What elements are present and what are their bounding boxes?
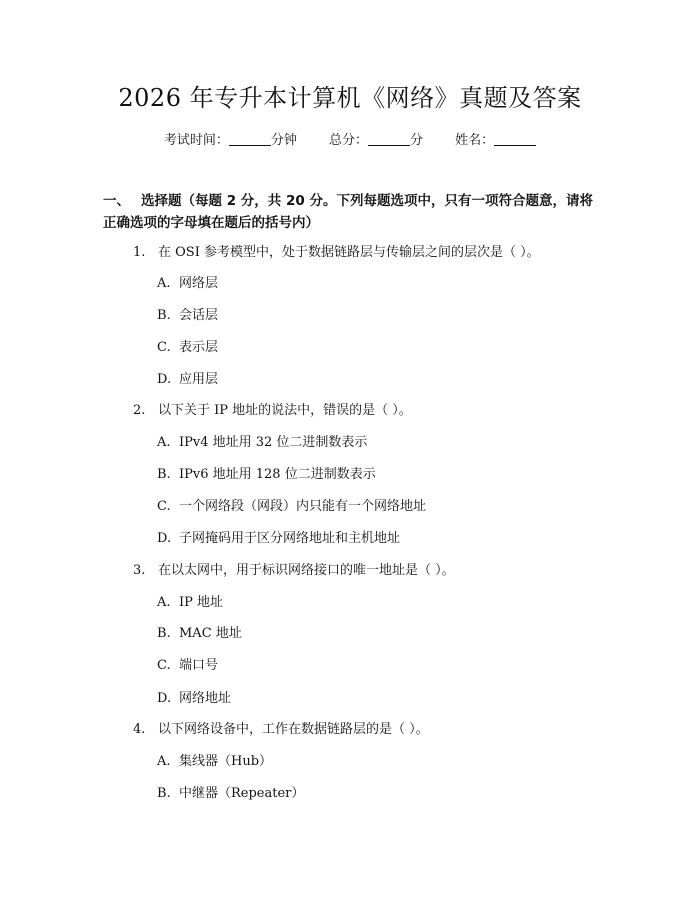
option-text: IPv4 地址用 32 位二进制数表示	[179, 435, 368, 450]
question-1	[133, 243, 540, 263]
option-text: 中继器（Repeater）	[179, 786, 305, 801]
question-number: 1.	[133, 245, 146, 260]
question-2-option-b	[157, 465, 376, 485]
exam-time-blank	[229, 131, 271, 146]
option-letter: C.	[157, 340, 171, 355]
question-2	[133, 401, 412, 421]
option-text: 一个网络段（网段）内只能有一个网络地址	[179, 499, 427, 514]
option-text: 端口号	[179, 658, 219, 673]
option-letter: D.	[157, 691, 172, 706]
question-3-option-a	[157, 593, 223, 613]
total-score-label: 总分：	[328, 133, 368, 148]
option-text: IP 地址	[179, 595, 224, 610]
question-number: 4.	[133, 722, 146, 737]
option-letter: D.	[157, 372, 172, 387]
exam-time-unit: 分钟	[270, 133, 297, 148]
option-text: 应用层	[179, 372, 219, 387]
question-1-option-c	[157, 338, 218, 358]
option-text: 网络地址	[179, 691, 232, 706]
option-text: 集线器（Hub）	[179, 754, 273, 769]
question-text: 在 OSI 参考模型中，处于数据链路层与传输层之间的层次是（ ）。	[158, 245, 540, 260]
question-text: 以下关于 IP 地址的说法中，错误的是（ ）。	[158, 403, 412, 418]
exam-time-field	[164, 131, 297, 151]
exam-meta	[0, 131, 700, 151]
option-text: 网络层	[179, 276, 219, 291]
question-4-option-b	[157, 784, 304, 804]
option-letter: B.	[157, 308, 171, 323]
question-2-option-c	[157, 497, 426, 517]
question-2-option-d	[157, 529, 400, 549]
option-text: MAC 地址	[179, 626, 242, 641]
question-3-option-c	[157, 656, 218, 676]
question-text: 在以太网中，用于标识网络接口的唯一地址是（ ）。	[158, 563, 455, 578]
section-instructions: 选择题（每题 2 分，共 20 分。下列每题选项中，只有一项符合题意，请将正确选项的字母填在题后的括号内）	[103, 193, 593, 231]
option-letter: B.	[157, 626, 171, 641]
section-heading	[103, 190, 603, 234]
question-1-option-d	[157, 370, 218, 390]
name-field	[455, 131, 536, 151]
question-3	[133, 561, 455, 581]
exam-time-label: 考试时间：	[163, 133, 229, 148]
option-letter: A.	[157, 276, 171, 291]
question-number: 2.	[133, 403, 146, 418]
question-4-option-a	[157, 752, 272, 772]
total-score-blank	[368, 131, 410, 146]
option-text: 会话层	[179, 308, 219, 323]
option-letter: B.	[157, 786, 171, 801]
total-score-field	[329, 131, 423, 151]
option-letter: D.	[157, 531, 172, 546]
question-2-option-a	[157, 433, 367, 453]
option-letter: C.	[157, 499, 171, 514]
option-letter: C.	[157, 658, 171, 673]
section-number: 一、	[103, 193, 130, 209]
question-4	[133, 720, 429, 740]
option-letter: B.	[157, 467, 171, 482]
question-3-option-d	[157, 689, 231, 709]
total-score-unit: 分	[410, 133, 424, 148]
option-text: 表示层	[179, 340, 219, 355]
question-1-option-b	[157, 306, 218, 326]
name-blank	[494, 131, 536, 146]
option-letter: A.	[157, 435, 171, 450]
page-title: 2026 年专升本计算机《网络》真题及答案	[118, 84, 582, 112]
option-letter: A.	[157, 754, 171, 769]
question-1-option-a	[157, 274, 218, 294]
question-text: 以下网络设备中，工作在数据链路层的是（ ）。	[158, 722, 429, 737]
option-text: 子网掩码用于区分网络地址和主机地址	[179, 531, 401, 546]
question-number: 3.	[133, 563, 146, 578]
option-text: IPv6 地址用 128 位二进制数表示	[179, 467, 376, 482]
name-label: 姓名：	[455, 133, 495, 148]
question-3-option-b	[157, 624, 242, 644]
option-letter: A.	[157, 595, 171, 610]
